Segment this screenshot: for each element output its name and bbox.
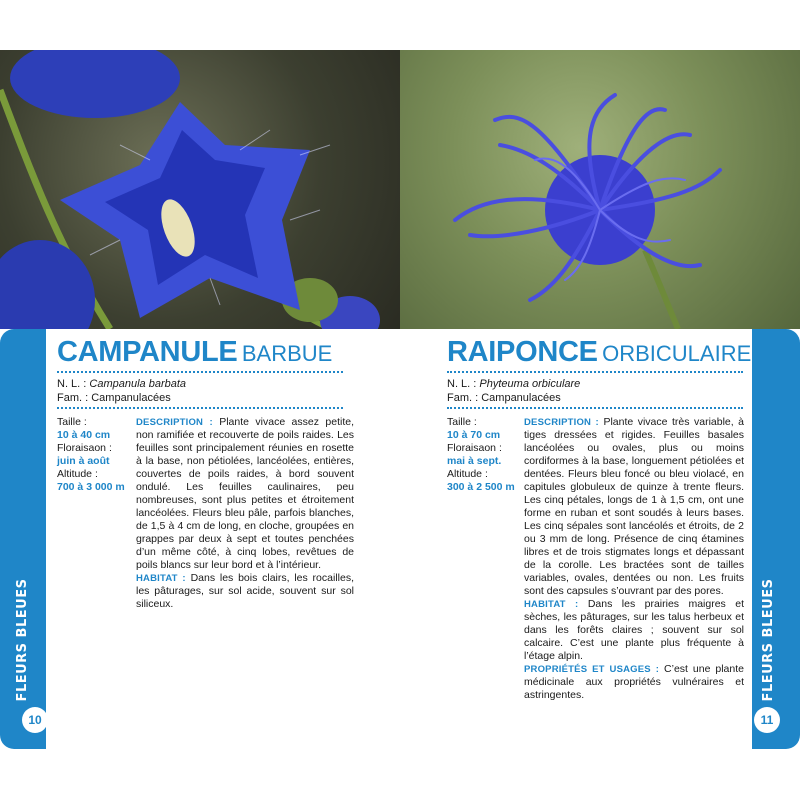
title-main: CAMPANULE: [57, 336, 238, 368]
latin-name: Phyteuma orbiculare: [479, 378, 581, 390]
page-number: 11: [754, 707, 780, 733]
size-label: Taille :: [57, 416, 87, 428]
uses-heading: PROPRIÉTÉS ET USAGES :: [524, 664, 660, 675]
altitude-value: 300 à 2 500 m: [447, 481, 515, 493]
latin-name-label: N. L. :: [447, 378, 477, 390]
habitat-heading: HABITAT :: [136, 573, 186, 584]
page-title: [57, 336, 332, 369]
latin-name-block: [57, 378, 343, 405]
page-title: [447, 336, 751, 369]
flowering-value: juin à août: [57, 455, 110, 467]
round-headed-rampion-illustration: [400, 50, 800, 329]
section-label: FLEURS BLEUES: [761, 578, 776, 702]
title-sub: BARBUE: [241, 341, 333, 366]
description-column: [136, 416, 354, 611]
uses-text: C’est une plante médicinale aux propriétés vulnéraires et astringentes.: [524, 663, 744, 701]
raiponce-photo: [400, 50, 800, 329]
dotted-divider: [57, 371, 343, 373]
flowering-label: Floraisaon :: [447, 442, 502, 454]
size-value: 10 à 70 cm: [447, 429, 501, 441]
section-label: FLEURS BLEUES: [15, 578, 30, 702]
latin-name-label: N. L. :: [57, 378, 87, 390]
family-line: Fam. : Campanulacées: [57, 391, 171, 404]
latin-name: Campanula barbata: [89, 378, 187, 390]
page-number: 10: [22, 707, 48, 733]
dotted-divider: [447, 371, 743, 373]
habitat-text: Dans les bois clairs, les rocailles, les pâturages, sur sol acide, souvent sur sol siliceux.: [136, 572, 354, 610]
habitat-heading: HABITAT :: [524, 599, 579, 610]
description-text: Plante vivace très variable, à tiges dressées et rigides. Feuilles basales lancéolées ou ovales, plus ou moins cordiformes à la base, longuement pétiolées et dentées. Fleurs bleu foncé ou bleu violacé, en capitules globuleux de quinze à trente fleurs. Les cinq pétales, longs de 1 à 1,5 cm, ont une forme en ruban et sont soudés à leurs bases. Les cinq sépales sont lancéolés et étroits, de 2 ou 3 mm de long. Présence de cinq étamines libres et de trois stigmates longs et dépassant de la corolle. Les bractées sont de tailles variables, ovales, dentées ou non. Les fruits sont des capsules s’ouvrant par des pores.: [524, 416, 745, 597]
flowering-label: Floraisaon :: [57, 442, 112, 454]
altitude-label: Altitude :: [447, 468, 488, 480]
size-value: 10 à 40 cm: [57, 429, 111, 441]
family-line: Fam. : Campanulacées: [447, 391, 561, 404]
description-heading: DESCRIPTION :: [136, 417, 213, 428]
title-sub: ORBICULAIRE: [602, 341, 752, 366]
habitat-text: Dans les prairies maigres et sèches, les pâturages, sur les talus herbeux et dans les forêts claires ; souvent sur sol calcaire. C’est une plante plus fréquente à l’étage alpin.: [524, 598, 744, 662]
campanule-photo: [0, 50, 400, 329]
dotted-divider: [447, 407, 743, 409]
altitude-label: Altitude :: [57, 468, 98, 480]
facts-column: [447, 416, 527, 494]
altitude-value: 700 à 3 000 m: [57, 481, 125, 493]
title-main: RAIPONCE: [447, 336, 598, 368]
description-heading: DESCRIPTION :: [524, 417, 599, 428]
description-text: Plante vivace assez petite, non ramifiée et recouverte de poils raides. Les feuilles sont principalement réunies en rosette à la base, non pétiolées, lancéolées, entières, couvertes de poils raides, à bord souvent ondulé. Les feuilles caulinaires, peu nombreuses, sont plus petites et étroitement lancéolées. Fleurs bleu pâle, parfois blanches, de 1,5 à 4 cm de long, en cloche, groupées en grappes par deux à sept et toutes penchées d’un même côté, à cinq lobes, revêtues de poils blancs sur leur bord et à l’intérieur.: [136, 416, 354, 571]
latin-name-block: [447, 378, 743, 405]
flowering-value: mai à sept.: [447, 455, 502, 467]
bellflower-illustration: [0, 50, 400, 329]
description-column: [524, 416, 744, 702]
dotted-divider: [57, 407, 343, 409]
facts-column: [57, 416, 137, 494]
size-label: Taille :: [447, 416, 477, 428]
